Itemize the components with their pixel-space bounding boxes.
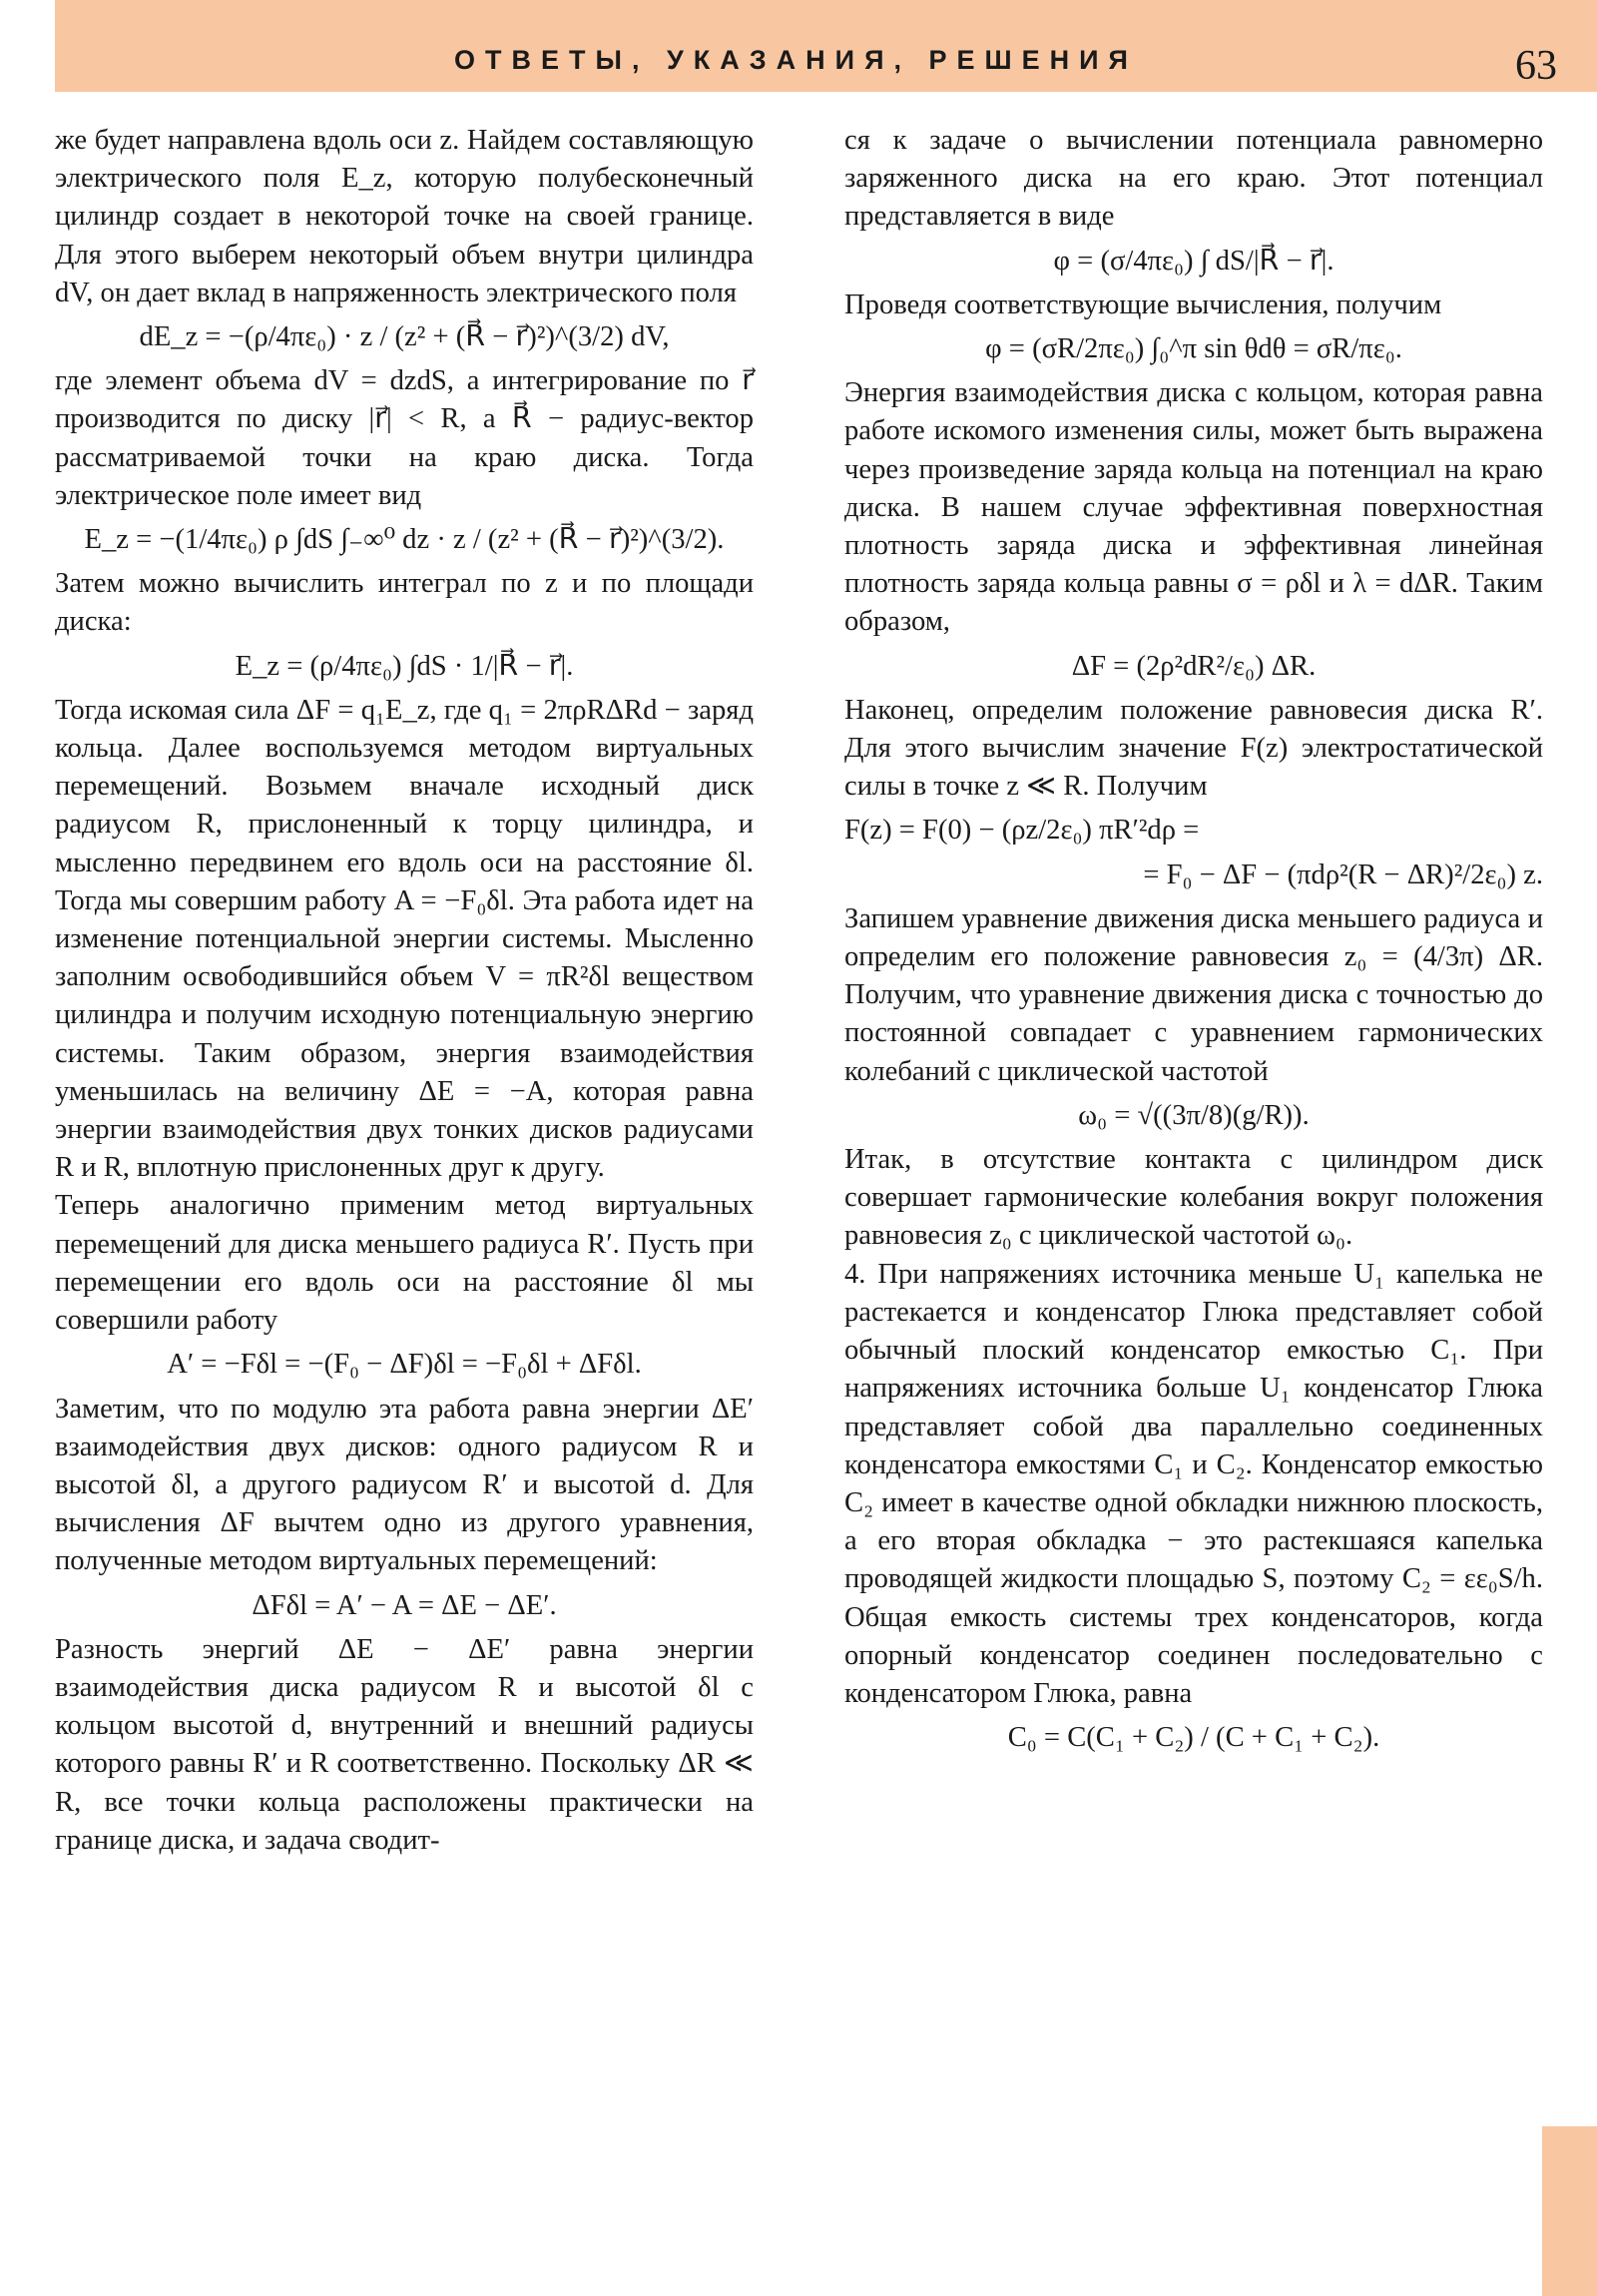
equation: E_z = −(1/4πε₀) ρ ∫dS ∫₋∞⁰ dz · z / (z² + (R⃗ − r⃗)²)^(3/2). xyxy=(84,524,725,556)
equation: ω₀ = √((3π/8)(g/R)). xyxy=(1078,1099,1310,1131)
section-title: ОТВЕТЫ, УКАЗАНИЯ, РЕШЕНИЯ xyxy=(454,45,1138,75)
left-column xyxy=(55,122,754,1860)
paragraph: Тогда искомая сила ΔF = q₁E_z, где q₁ = 2πρRΔRd − заряд кольца. Далее воспользуемся методом виртуальных перемещений. Возьмем вначале исходный диск радиусом R, прислоненный к торцу цилиндра, и мысленно передвинем его вдоль оси на расстояние δl. Тогда мы совершим работу A = −F₀δl. Эта работа идет на изменение потенциальной энергии системы. Мысленно заполним освободившийся объем V = πR²δl веществом цилиндра и получим исходную потенциальную энергию системы. Таким образом, энергия взаимодействия уменьшилась на величину ΔE = −A, которая равна энергии взаимодействия двух тонких дисков радиусами R и R, вплотную прислоненных друг к другу. xyxy=(55,694,754,1184)
paragraph: 4. При напряжениях источника меньше U₁ капелька не растекается и конденсатор Глюка представляет собой обычный плоский конденсатор емкостью C₁. При напряжениях источника больше U₁ конденсатор Глюка представляет собой два параллельно соединенных конденсатора емкостями C₁ и C₂. Конденсатор емкостью C₂ имеет в качестве одной обкладки нижнюю плоскость, а его вторая обкладка − это растекшаяся капелька проводящей жидкости площадью S, поэтому C₂ = εε₀S/h. Общая емкость системы трех конденсаторов, когда опорный конденсатор соединен последовательно с конденсатором Глюка, равна xyxy=(844,1258,1543,1709)
equation: A′ = −Fδl = −(F₀ − ΔF)δl = −F₀δl + ΔFδl. xyxy=(167,1349,642,1381)
page-header xyxy=(55,0,1597,92)
side-tab xyxy=(1542,2126,1597,2296)
paragraph: Затем можно вычислить интеграл по z и по площади диска: xyxy=(55,568,754,638)
paragraph: Заметим, что по модулю эта работа равна энергии ΔE′ взаимодействия двух дисков: одного радиусом R и высотой δl, а другого радиусом R′ и высотой d. Для вычисления ΔF вычтем одно из другого уравнения, полученные методом виртуальных перемещений: xyxy=(55,1393,754,1577)
paragraph: Энергия взаимодействия диска с кольцом, которая равна работе искомого изменения силы, может быть выражена через произведение заряда кольца на потенциал на краю диска. В нашем случае эффективная поверхностная плотность заряда диска и эффективная линейная плотность заряда кольца равны σ = ρδl и λ = dΔR. Таким образом, xyxy=(844,377,1543,638)
equation: ΔFδl = A′ − A = ΔE − ΔE′. xyxy=(252,1589,557,1621)
equation: φ = (σR/2πε₀) ∫₀^π sin θdθ = σR/πε₀. xyxy=(985,333,1402,365)
equation: C₀ = C(C₁ + C₂) / (C + C₁ + C₂). xyxy=(1007,1722,1380,1754)
equation: F(z) = F(0) − (ρz/2ε₀) πR′²dρ = xyxy=(844,815,1200,847)
paragraph: Теперь аналогично применим метод виртуальных перемещений для диска меньшего радиуса R′. Пусть при перемещении его вдоль оси на расстояние δl мы совершили работу xyxy=(55,1190,754,1337)
paragraph: ся к задаче о вычислении потенциала равномерно заряженного диска на его краю. Этот потенциал представляется в виде xyxy=(844,125,1543,233)
paragraph: Запишем уравнение движения диска меньшего радиуса и определим его положение равновесия z₀ = (4/3π) ΔR. Получим, что уравнение движения диска с точностью до постоянной совпадает с уравнением гармонических колебаний с циклической частотой xyxy=(844,902,1543,1087)
right-column xyxy=(844,122,1543,1763)
paragraph: где элемент объема dV = dzdS, а интегрирование по r⃗ производится по диску |r⃗| < R, а R⃗ − радиус-вектор рассматриваемой точки на краю диска. Тогда электрическое поле имеет вид xyxy=(55,365,754,511)
paragraph: Проведя соответствующие вычисления, получим xyxy=(844,288,1442,320)
paragraph: же будет направлена вдоль оси z. Найдем составляющую электрического поля E_z, которую полубесконечный цилиндр создает в некоторой точке на своей границе. Для этого выберем некоторый объем внутри цилиндра dV, он дает вклад в напряженность электрического поля xyxy=(55,125,754,308)
equation: dE_z = −(ρ/4πε₀) · z / (z² + (R⃗ − r⃗)²)^(3/2) dV, xyxy=(139,321,670,353)
paragraph: Наконец, определим положение равновесия диска R′. Для этого вычислим значение F(z) электростатической силы в точке z ≪ R. Получим xyxy=(844,694,1543,803)
page-number: 63 xyxy=(1515,43,1557,89)
equation: = F₀ − ΔF − (πdρ²(R − ΔR)²/2ε₀) z. xyxy=(1143,859,1543,890)
paragraph: Разность энергий ΔE − ΔE′ равна энергии взаимодействия диска радиусом R и высотой δl с кольцом высотой d, внутренний и внешний радиусы которого равны R′ и R соответственно. Поскольку ΔR ≪ R, все точки кольца расположены практически на границе диска, и задача сводит- xyxy=(55,1633,754,1856)
paragraph: Итак, в отсутствие контакта с цилиндром диск совершает гармонические колебания вокруг положения равновесия z₀ с циклической частотой ω₀. xyxy=(844,1144,1543,1252)
equation: ΔF = (2ρ²dR²/ε₀) ΔR. xyxy=(1071,650,1317,682)
equation: E_z = (ρ/4πε₀) ∫dS · 1/|R⃗ − r⃗|. xyxy=(235,650,574,682)
equation: φ = (σ/4πε₀) ∫ dS/|R⃗ − r⃗|. xyxy=(1053,245,1334,277)
